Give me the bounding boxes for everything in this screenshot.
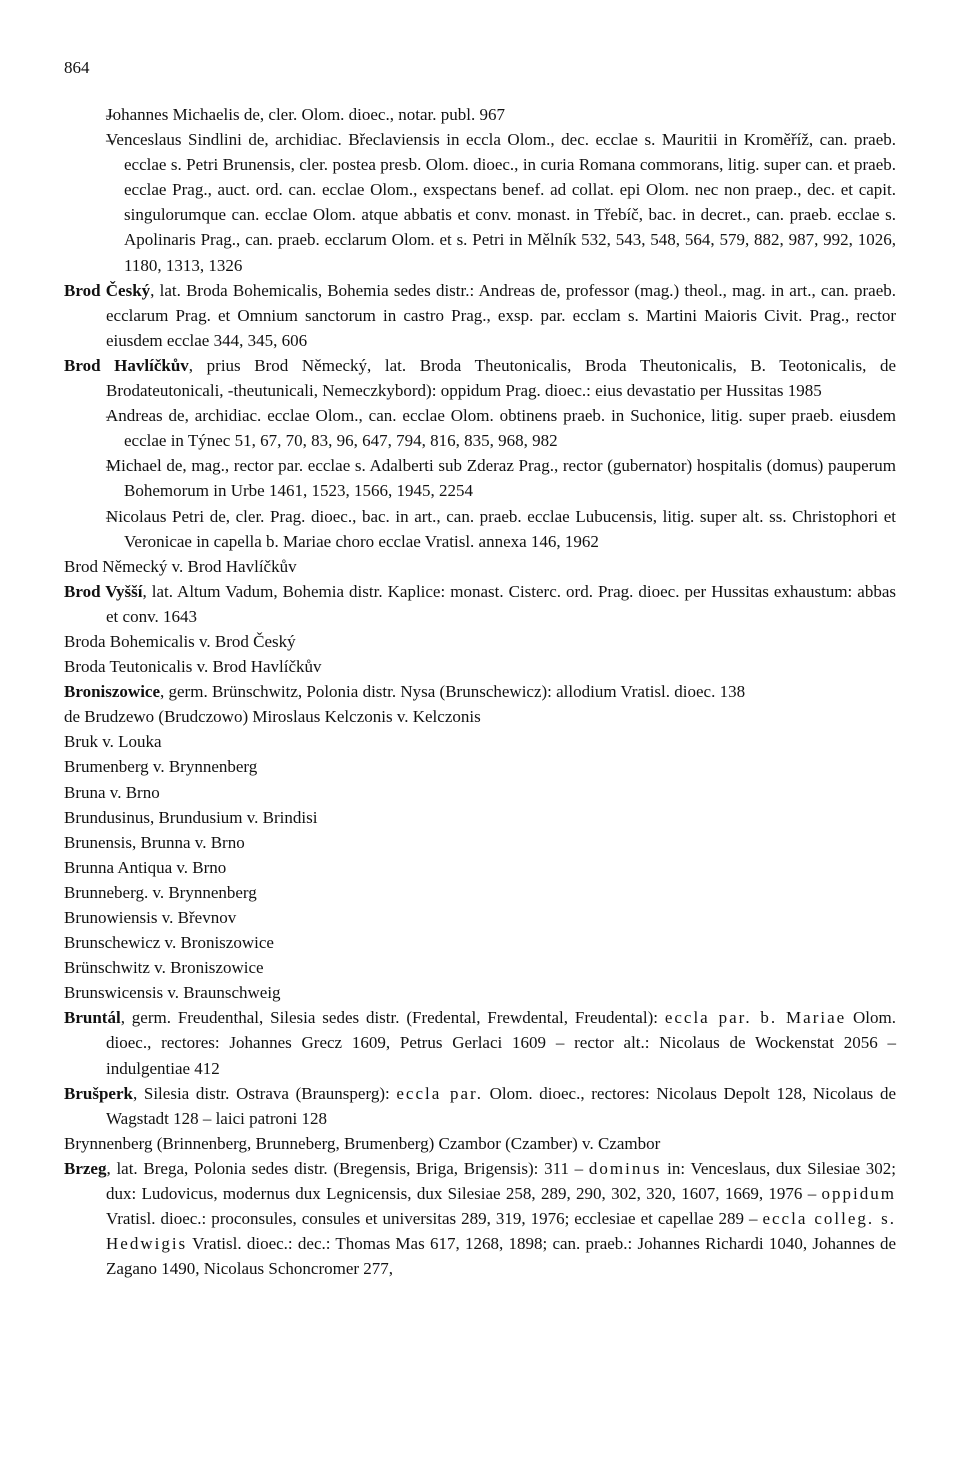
cross-reference bbox=[64, 905, 896, 930]
entry-text: Broda Bohemicalis v. Brod Český bbox=[64, 631, 296, 651]
entry-bruntal bbox=[64, 1005, 896, 1080]
spaced-term: eccla par. b. Mariae bbox=[664, 1008, 847, 1028]
index-entries bbox=[64, 102, 896, 1281]
entry-text: Bruk v. Louka bbox=[64, 732, 162, 752]
cross-reference bbox=[64, 1131, 896, 1156]
page-number: 864 bbox=[64, 58, 90, 77]
entry-brod-havlickuv bbox=[64, 353, 896, 403]
entry-text: Venceslaus Sindlini de, archidiac. Břeclaviensis in eccla Olom., dec. ecclae s. Mauritii in Kroměříž, can. praeb. ecclae s. Petri Brunensis, cler. postea presb. Olom. dioec., in curia Romana commorans, litig. super can. et praeb. ecclae Prag., auct. ord. can. ecclae Olom., exspectans benef. ad collat. epi Olom. nec non praep., dec. et capit. singulorumque can. ecclae Olom. atque abbatis et conv. monast. in Třebíč, bac. in decret., can. praeb. ecclae s. Apolinaris Prag., can. praeb. ecclarum Olom. et s. Petri in Mělník 532, 543, 548, 564, 579, 882, 987, 992, 1026, 1180, 1313, 1326 bbox=[106, 130, 896, 275]
entry-text: Olom. dioec., rectores: Nicolaus Depolt 128, Nicolaus de Wagstadt 128 – laici patroni 128 bbox=[106, 1083, 896, 1128]
entry-text: Brundusinus, Brundusium v. Brindisi bbox=[64, 807, 318, 827]
entry-text: , lat. Altum Vadum, Bohemia distr. Kaplice: monast. Cisterc. ord. Prag. dioec. per Hussitas exhaustum: abbas et conv. 1643 bbox=[106, 581, 896, 626]
entry-text: Vratisl. dioec.: dec.: Thomas Mas 617, 1268, 1898; can. praeb.: Johannes Richardi 1040, Johannes de Zagano 1490, Nicolaus Schoncromer 277, bbox=[106, 1234, 896, 1279]
entry-text: Brynnenberg (Brinnenberg, Brunneberg, Brumenberg) Czambor (Czamber) v. Czambor bbox=[64, 1133, 661, 1153]
cross-reference bbox=[64, 855, 896, 880]
entry-text: Brunneberg. v. Brynnenberg bbox=[64, 882, 257, 902]
cross-reference bbox=[64, 754, 896, 779]
sub-entry-johannes-michaelis bbox=[64, 102, 896, 127]
entry-text: Brunschewicz v. Broniszowice bbox=[64, 933, 274, 953]
cross-reference bbox=[64, 780, 896, 805]
cross-reference bbox=[64, 654, 896, 679]
entry-text: Vratisl. dioec.: proconsules, consules et universitas 289, 319, 1976; ecclesiae et capellae 289 – bbox=[106, 1209, 763, 1229]
entry-brzeg bbox=[64, 1156, 896, 1281]
entry-text: in: Venceslaus, dux Silesiae 302; dux: Ludovicus, modernus dux Legnicensis, dux Silesiae 258, 289, 290, 302, 320, 1607, 1669, 1976 – bbox=[106, 1158, 896, 1204]
cross-reference bbox=[64, 830, 896, 855]
sub-entry-michael bbox=[64, 453, 896, 503]
cross-reference bbox=[64, 880, 896, 905]
entry-text: Andreas de, archidiac. ecclae Olom., can. ecclae Olom. obtinens praeb. in Suchonice, litig. super praeb. eiusdem ecclae in Týnec 51, 67, 70, 83, 96, 647, 794, 816, 835, 968, 982 bbox=[106, 406, 896, 451]
cross-reference bbox=[64, 554, 896, 579]
headword: Brzeg bbox=[64, 1158, 107, 1178]
entry-text: Brunswicensis v. Braunschweig bbox=[64, 983, 281, 1003]
entry-brod-cesky bbox=[64, 278, 896, 353]
entry-text: , germ. Brünschwitz, Polonia distr. Nysa (Brunschewicz): allodium Vratisl. dioec. 138 bbox=[160, 682, 746, 702]
entry-text: Brünschwitz v. Broniszowice bbox=[64, 958, 264, 978]
entry-text: Brumenberg v. Brynnenberg bbox=[64, 757, 258, 777]
entry-text: de Brudzewo (Brudczowo) Miroslaus Kelczonis v. Kelczonis bbox=[64, 707, 481, 727]
entry-text: , lat. Broda Bohemicalis, Bohemia sedes distr.: Andreas de, professor (mag.) theol., mag. in art., can. praeb. ecclarum Prag. et Omnium sanctorum in castro Prag., exsp. par. ecclam s. Martini Maioris Civit. Prag., rector eiusdem ecclae 344, 345, 606 bbox=[106, 280, 896, 350]
spaced-term: oppidum bbox=[821, 1184, 896, 1204]
headword: Brod Český bbox=[64, 280, 151, 300]
headword: Broniszowice bbox=[64, 682, 161, 702]
entry-text: Brunensis, Brunna v. Brno bbox=[64, 832, 245, 852]
cross-reference bbox=[64, 955, 896, 980]
entry-text: , germ. Freudenthal, Silesia sedes distr. (Fredental, Frewdental, Freudental): bbox=[120, 1008, 665, 1028]
sub-entry-nicolaus-petri bbox=[64, 504, 896, 554]
cross-reference bbox=[64, 629, 896, 654]
entry-text: Brunowiensis v. Břevnov bbox=[64, 908, 237, 927]
entry-text: , Silesia distr. Ostrava (Braunsperg): bbox=[132, 1083, 397, 1103]
entry-text: Johannes Michaelis de, cler. Olom. dioec., notar. publ. 967 bbox=[106, 105, 505, 124]
sub-entry-venceslaus-sindlini bbox=[64, 127, 896, 278]
cross-reference bbox=[64, 729, 896, 754]
entry-text: Broda Teutonicalis v. Brod Havlíčkův bbox=[64, 657, 322, 677]
spaced-term: dominus bbox=[588, 1158, 662, 1178]
entry-text: Olom. dioec., rectores: Johannes Grecz 1609, Petrus Gerlaci 1609 – rector alt.: Nicolaus de Wockenstat 2056 – indulgentiae 412 bbox=[106, 1008, 896, 1078]
headword: Brod Vyšší bbox=[64, 581, 143, 601]
entry-text: Michael de, mag., rector par. ecclae s. Adalberti sub Zderaz Prag., rector (gubernator) hospitalis (domus) pauperum Bohemorum in Urbe 1461, 1523, 1566, 1945, 2254 bbox=[106, 456, 896, 501]
spaced-term: eccla colleg. s. Hedwigis bbox=[106, 1209, 896, 1254]
entry-brusperk bbox=[64, 1081, 896, 1131]
headword: Bruntál bbox=[64, 1008, 121, 1028]
headword: Brod Havlíčkův bbox=[64, 355, 189, 375]
entry-broniszowice bbox=[64, 679, 896, 704]
entry-text: Bruna v. Brno bbox=[64, 782, 160, 802]
entry-text: Brod Německý v. Brod Havlíčkův bbox=[64, 556, 297, 576]
entry-text: , prius Brod Německý, lat. Broda Theutonicalis, Broda Theutonicalis, B. Teotonicalis, de Brodateutonicali, -theutunicali, Nemeczkybord): oppidum Prag. dioec.: eius devastatio per Hussitas 1985 bbox=[106, 355, 896, 401]
spaced-term: eccla par. bbox=[396, 1083, 483, 1103]
cross-reference bbox=[64, 704, 896, 729]
cross-reference bbox=[64, 930, 896, 955]
headword: Brušperk bbox=[64, 1083, 133, 1103]
entry-brod-vyssi bbox=[64, 579, 896, 629]
cross-reference bbox=[64, 805, 896, 830]
cross-reference bbox=[64, 980, 896, 1005]
sub-entry-andreas bbox=[64, 403, 896, 453]
entry-text: , lat. Brega, Polonia sedes distr. (Bregensis, Briga, Brigensis): 311 – bbox=[106, 1158, 589, 1178]
entry-text: Brunna Antiqua v. Brno bbox=[64, 857, 227, 877]
entry-text: Nicolaus Petri de, cler. Prag. dioec., bac. in art., can. praeb. ecclae Lubucensis, litig. super alt. ss. Christophori et Veronicae in capella b. Mariae choro ecclae Vratisl. annexa 146, 1962 bbox=[106, 506, 896, 551]
